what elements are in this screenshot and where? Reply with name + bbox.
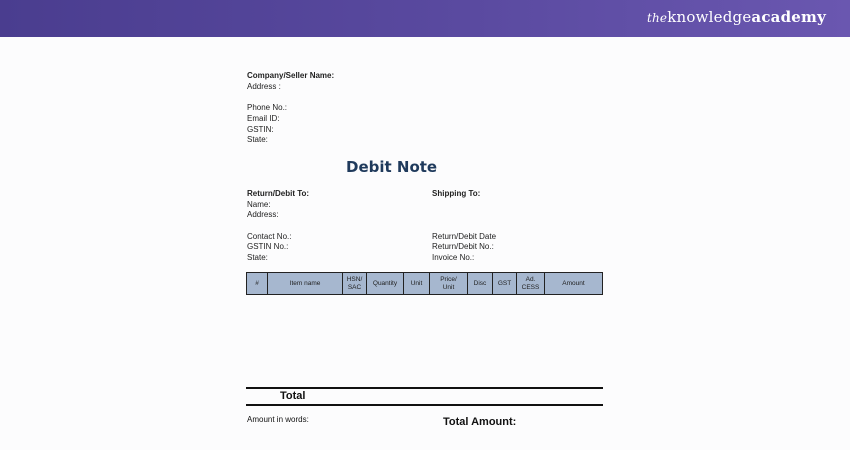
return-address-label: Address:	[247, 210, 279, 219]
return-gstin-label: GSTIN No.:	[247, 242, 289, 251]
seller-phone-label: Phone No.:	[247, 103, 288, 112]
return-name-label: Name:	[247, 200, 271, 209]
brand-academy: academy	[751, 8, 826, 26]
brand-the: the	[646, 11, 668, 25]
seller-state-label: State:	[247, 135, 268, 144]
col-amount: Amount	[562, 279, 585, 287]
total-amount-label: Total Amount:	[443, 416, 517, 428]
items-table-header	[246, 272, 603, 295]
invoice-number-label: Invoice No.:	[432, 253, 475, 262]
return-number-label: Return/Debit No.:	[432, 242, 494, 251]
col-price-unit: Price/ Unit	[430, 273, 468, 294]
total-top-rule	[246, 387, 603, 389]
amount-in-words-label: Amount in words:	[247, 415, 309, 424]
col-number: #	[247, 273, 268, 294]
return-date-label: Return/Debit Date	[432, 232, 497, 241]
shipping-to-heading: Shipping To:	[432, 189, 481, 198]
company-seller-label: Company/Seller Name:	[247, 71, 335, 80]
seller-gstin-label: GSTIN:	[247, 125, 274, 134]
col-disc: Disc	[468, 273, 493, 294]
total-label: Total	[280, 390, 306, 402]
col-gst: GST	[493, 273, 517, 294]
return-to-heading: Return/Debit To:	[247, 189, 310, 198]
return-contact-label: Contact No.:	[247, 232, 292, 241]
col-item-name: Item name	[268, 273, 343, 294]
seller-address-label: Address :	[247, 82, 281, 91]
return-state-label: State:	[247, 253, 268, 262]
document-title: Debit Note	[346, 158, 438, 176]
col-ad-cess: Ad. CESS	[517, 273, 545, 294]
col-quantity: Quantity	[367, 273, 404, 294]
brand-knowledge: knowledge	[667, 8, 752, 26]
total-bottom-rule	[246, 404, 603, 406]
col-hsn-sac: HSN/ SAC	[343, 273, 367, 294]
col-unit: Unit	[404, 273, 430, 294]
seller-email-label: Email ID:	[247, 114, 280, 123]
